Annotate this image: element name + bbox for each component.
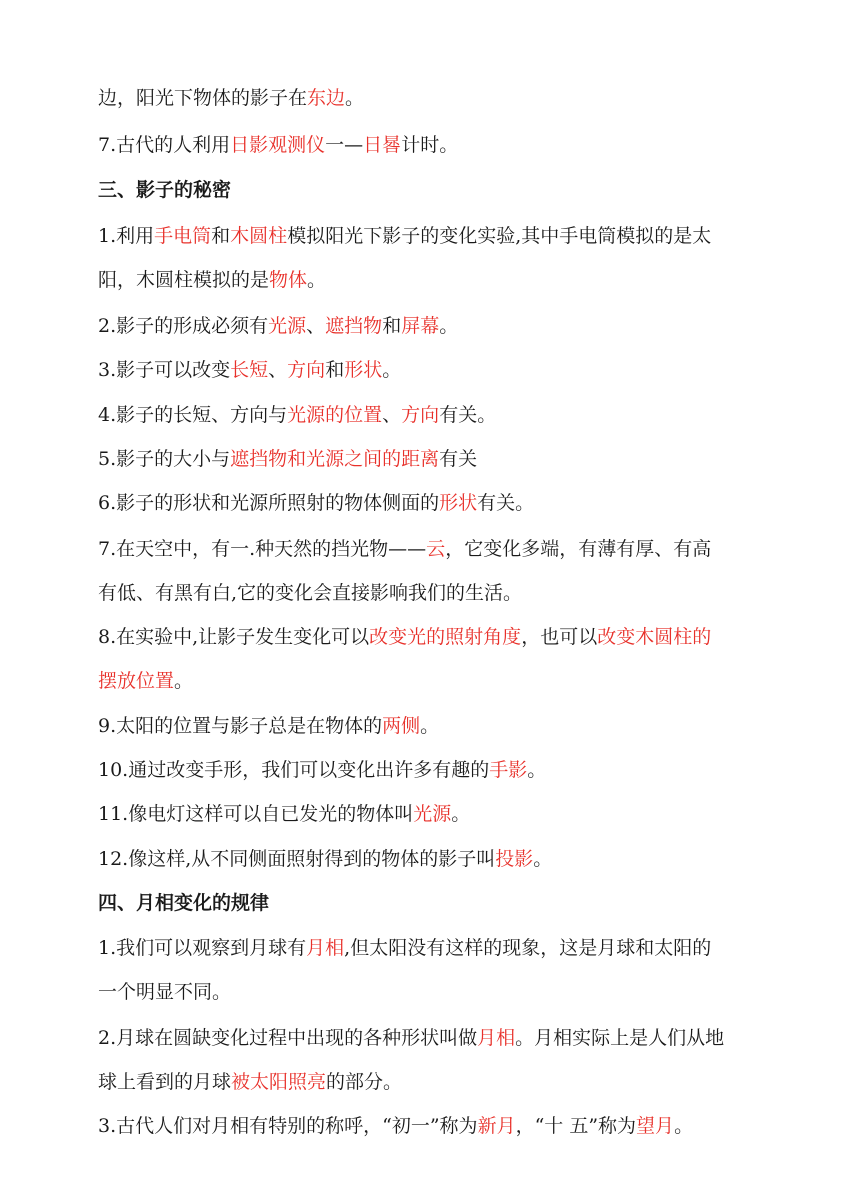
line-text: 三、影子的秘密 [98, 179, 232, 201]
highlighted-answer: 光源 [413, 803, 452, 825]
line-text: 9.太阳的位置与影子总是在物体的 [98, 715, 383, 737]
highlighted-answer: 望月 [636, 1115, 675, 1137]
line-text: 3.古代人们对月相有特别的称呼，“初一”称为 [98, 1115, 478, 1137]
highlighted-answer: 改变木圆柱的 [597, 626, 712, 648]
line-text: 5.影子的大小与 [98, 448, 231, 470]
line-text: 10.通过改变手形，我们可以变化出许多有趣的 [98, 759, 490, 781]
line-text: 4.影子的长短、方向与 [98, 404, 288, 426]
line-text: 。月相实际上是人们从地 [515, 1027, 725, 1049]
text-line [98, 537, 760, 561]
text-line [98, 86, 760, 110]
highlighted-answer: 光源 [268, 315, 307, 337]
line-text: 1.我们可以观察到月球有 [98, 937, 307, 959]
line-text: ，也可以 [521, 626, 598, 648]
highlighted-answer: 投影 [495, 848, 534, 870]
line-text: 。 [439, 315, 459, 337]
highlighted-answer: 被太阳照亮 [231, 1071, 327, 1093]
line-text: 。 [533, 848, 553, 870]
text-line [98, 1026, 760, 1050]
section-heading [98, 178, 760, 202]
highlighted-answer: 方向 [401, 404, 440, 426]
line-text: ,但太阳没有这样的现象，这是月球和太阳的 [344, 937, 712, 959]
text-line [98, 447, 760, 471]
line-text: 模拟阳光下影子的变化实验,其中手电筒模拟的是太 [287, 225, 712, 247]
text-line [98, 268, 760, 292]
line-text: ，“十 五”称为 [515, 1115, 637, 1137]
highlighted-answer: 长短 [230, 359, 269, 381]
line-text: 、 [268, 359, 288, 381]
highlighted-answer: 月相 [306, 937, 345, 959]
text-line [98, 714, 760, 738]
line-text: 、 [382, 404, 402, 426]
text-line [98, 314, 760, 338]
line-text: 12.像这样,从不同侧面照射得到的物体的影子叫 [98, 848, 496, 870]
text-line [98, 802, 760, 826]
line-text: 一— [325, 134, 364, 156]
highlighted-answer: 摆放位置 [98, 670, 175, 692]
line-text: 。 [420, 715, 440, 737]
highlighted-answer: 物体 [269, 269, 308, 291]
line-text: 边，阳光下物体的影子在 [98, 87, 308, 109]
line-text: 、 [306, 315, 326, 337]
highlighted-answer: 日晷 [363, 134, 402, 156]
line-text: 7.古代的人利用 [98, 134, 231, 156]
line-text: 和 [325, 359, 345, 381]
line-text: 。 [451, 803, 471, 825]
highlighted-answer: 两侧 [382, 715, 421, 737]
line-text: 1.利用 [98, 225, 155, 247]
text-line [98, 358, 760, 382]
highlighted-answer: 光源的位置 [287, 404, 383, 426]
highlighted-answer: 形状 [439, 492, 478, 514]
text-line [98, 224, 760, 248]
highlighted-answer: 日影观测仪 [230, 134, 326, 156]
line-text: 和 [382, 315, 402, 337]
line-text: 。 [382, 359, 402, 381]
highlighted-answer: 月相 [477, 1027, 516, 1049]
line-text: 8.在实验中,让影子发生变化可以 [98, 626, 370, 648]
line-text: 的部分。 [326, 1071, 403, 1093]
highlighted-answer: 遮挡物 [325, 315, 383, 337]
text-line [98, 581, 760, 605]
text-line [98, 625, 760, 649]
line-text: 和 [211, 225, 231, 247]
text-line [98, 1070, 760, 1094]
line-text: 2.月球在圆缺变化过程中出现的各种形状叫做 [98, 1027, 478, 1049]
line-text: 11.像电灯这样可以自已发光的物体叫 [98, 803, 414, 825]
line-text: 7.在天空中，有一.种天然的挡光物—— [98, 538, 427, 560]
highlighted-answer: 云 [426, 538, 446, 560]
text-line [98, 403, 760, 427]
highlighted-answer: 方向 [287, 359, 326, 381]
highlighted-answer: 手电筒 [154, 225, 212, 247]
text-line [98, 980, 760, 1004]
line-text: 2.影子的形成必须有 [98, 315, 269, 337]
line-text: 有关。 [477, 492, 535, 514]
text-line [98, 1114, 760, 1138]
text-line [98, 669, 760, 693]
highlighted-answer: 手影 [489, 759, 528, 781]
section-heading [98, 891, 760, 915]
highlighted-answer: 改变光的照射角度 [369, 626, 522, 648]
highlighted-answer: 木圆柱 [230, 225, 288, 247]
text-line [98, 847, 760, 871]
line-text: 3.影子可以改变 [98, 359, 231, 381]
line-text: 有关 [439, 448, 478, 470]
line-text: 球上看到的月球 [98, 1071, 232, 1093]
line-text: 。 [674, 1115, 694, 1137]
line-text: ，它变化多端，有薄有厚、有高 [445, 538, 712, 560]
line-text: 有低、有黑有白,它的变化会直接影响我们的生活。 [98, 582, 523, 604]
line-text: 阳，木圆柱模拟的是 [98, 269, 270, 291]
line-text: 。 [307, 269, 327, 291]
text-line [98, 133, 760, 157]
highlighted-answer: 东边 [307, 87, 346, 109]
highlighted-answer: 新月 [477, 1115, 516, 1137]
line-text: 。 [174, 670, 194, 692]
line-text: 计时。 [401, 134, 459, 156]
highlighted-answer: 遮挡物和光源之间的距离 [230, 448, 440, 470]
highlighted-answer: 屏幕 [401, 315, 440, 337]
line-text: 四、月相变化的规律 [98, 892, 270, 914]
text-line [98, 758, 760, 782]
line-text: 一个明显不同。 [98, 981, 232, 1003]
line-text: 有关。 [439, 404, 497, 426]
line-text: 。 [345, 87, 365, 109]
line-text: 6.影子的形状和光源所照射的物体侧面的 [98, 492, 440, 514]
text-line [98, 491, 760, 515]
line-text: 。 [527, 759, 547, 781]
highlighted-answer: 形状 [344, 359, 383, 381]
text-line [98, 936, 760, 960]
